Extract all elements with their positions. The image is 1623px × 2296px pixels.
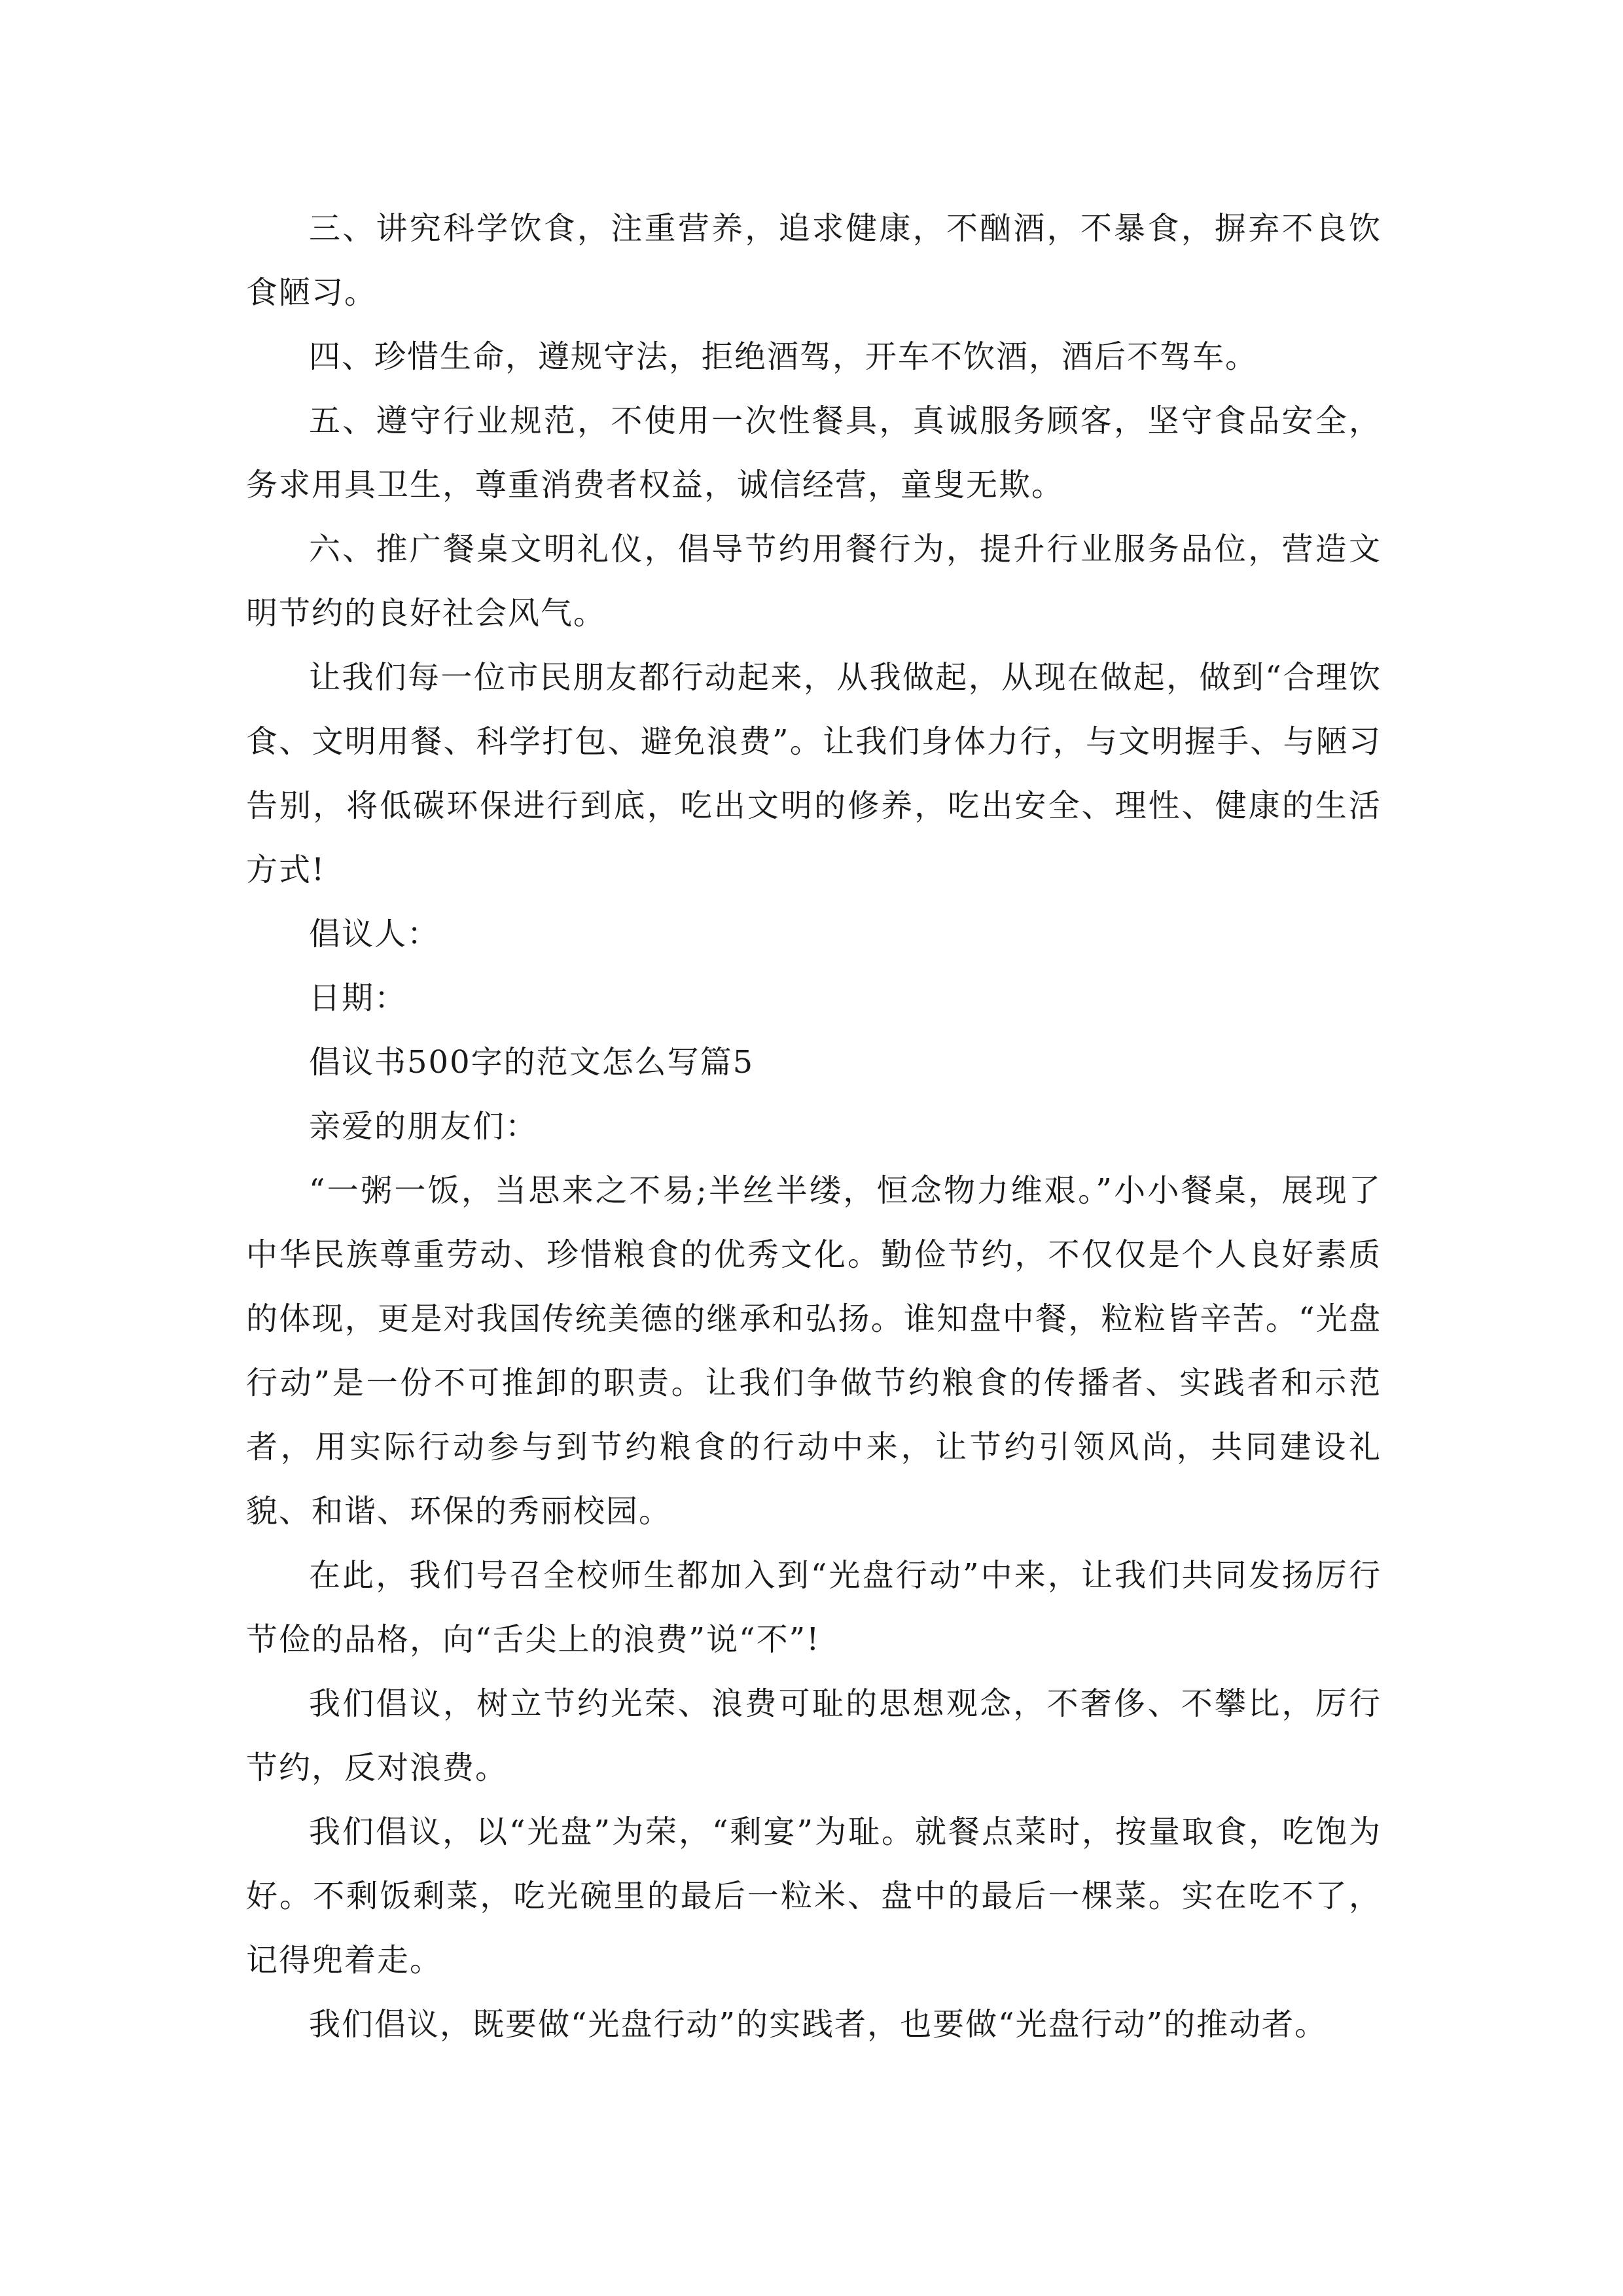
paragraph-proposal-3: 我们倡议，既要做“光盘行动”的实践者，也要做“光盘行动”的推动者。 — [309, 2006, 1328, 2043]
initiator-label: 倡议人： — [309, 916, 440, 952]
paragraph-proposal-2: 我们倡议，以“光盘”为荣，“剩宴”为耻。就餐点菜时，按量取食，吃饱为好。不剩饭剩菜，吃光碗里的最后一粒米、盘中的最后一棵菜。实在吃不了，记得兜着走。 — [246, 1814, 1382, 1979]
paragraph-item-5: 五、遵守行业规范，不使用一次性餐具，真诚服务顾客，坚守食品安全，务求用具卫生，尊重消费者权益，诚信经营，童叟无欺。 — [246, 403, 1382, 503]
paragraph-call-to-action: 让我们每一位市民朋友都行动起来，从我做起，从现在做起，做到“合理饮食、文明用餐、科学打包、避免浪费”。让我们身体力行，与文明握手、与陋习告别，将低碳环保进行到底，吃出文明的修养，吃出安全、理性、健康的生活方式! — [246, 659, 1382, 888]
salutation: 亲爱的朋友们： — [309, 1108, 539, 1145]
paragraph-appeal: 在此，我们号召全校师生都加入到“光盘行动”中来，让我们共同发扬厉行节俭的品格，向“舌尖上的浪费”说“不”! — [246, 1557, 1382, 1658]
paragraph-intro: “一粥一饭，当思来之不易;半丝半缕，恒念物力维艰。”小小餐桌，展现了中华民族尊重劳动、珍惜粮食的优秀文化。勤俭节约，不仅仅是个人良好素质的体现，更是对我国传统美德的继承和弘扬。谁知盘中餐，粒粒皆辛苦。“光盘行动”是一份不可推卸的职责。让我们争做节约粮食的传播者、实践者和示范者，用实际行动参与到节约粮食的行动中来，让节约引领风尚，共同建设礼貌、和谐、环保的秀丽校园。 — [246, 1172, 1382, 1530]
paragraph-item-3: 三、讲究科学饮食，注重营养，追求健康，不酗酒，不暴食，摒弃不良饮食陋习。 — [246, 210, 1382, 311]
document-body — [246, 196, 1382, 2056]
paragraph-item-4: 四、珍惜生命，遵规守法，拒绝酒驾，开车不饮酒，酒后不驾车。 — [309, 338, 1258, 375]
date-label: 日期： — [309, 980, 408, 1016]
paragraph-item-6: 六、推广餐桌文明礼仪，倡导节约用餐行为，提升行业服务品位，营造文明节约的良好社会风气。 — [246, 531, 1382, 632]
paragraph-proposal-1: 我们倡议，树立节约光荣、浪费可耻的思想观念，不奢侈、不攀比，厉行节约，反对浪费。 — [246, 1685, 1382, 1786]
section-title: 倡议书500字的范文怎么写篇5 — [309, 1044, 755, 1081]
